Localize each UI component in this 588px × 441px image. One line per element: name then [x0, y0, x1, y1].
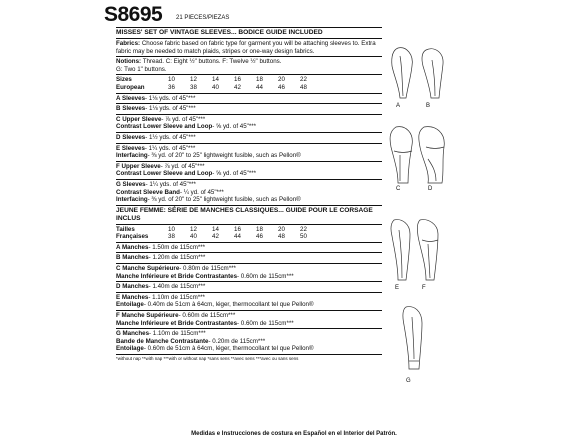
fabrics-label: Fabrics: — [116, 40, 141, 47]
size-cell: 42 — [234, 83, 241, 91]
yardage-value: - 0.60m de 51cm à 64cm, léger, thermocollant tel que Pellon® — [143, 345, 314, 353]
size-cell: 20 — [278, 225, 285, 233]
pattern-number: S8695 — [104, 3, 163, 26]
yardage-label: F Manche Supérieure — [116, 312, 179, 320]
yardage-line — [116, 114, 382, 124]
yardage-value: - 1¼ yds. of 45"*** — [144, 144, 196, 152]
yardage-label: F Upper Sleeve — [116, 162, 161, 170]
nap-notes: *without nap **with nap ***with or without nap *sans sens **avec sens ***avec ou sans sens — [116, 354, 382, 361]
yardage-value: - 0.80m de 115cm*** — [179, 265, 236, 273]
yardage-value: - ⅞ yd. of 45"*** — [160, 162, 205, 170]
yardage-value: - 1.10m de 115cm*** — [149, 330, 206, 338]
yardage-label: Interfacing — [116, 196, 148, 204]
yardage-label: C Manche Supérieure — [116, 265, 180, 273]
yardage-value: - 0.20m de 115cm*** — [208, 337, 266, 345]
yardage-line — [116, 292, 382, 302]
pattern-header — [104, 4, 474, 26]
size-cell: 44 — [256, 83, 263, 91]
size-cell: 42 — [212, 233, 219, 241]
notions-paragraph — [116, 56, 382, 73]
tailles-label: Tailles — [116, 225, 135, 233]
figure-label-c: C — [396, 186, 401, 192]
yardage-value: - 1.20m de 115cm*** — [148, 254, 206, 262]
yardage-line — [116, 189, 382, 197]
footer-note: Medidas e Instrucciones de costura en Español en el Interior del Patrón. — [191, 431, 397, 437]
yardage-label: D Sleeves — [116, 133, 146, 141]
size-cell: 46 — [278, 83, 285, 91]
yardage-label: C Upper Sleeve — [116, 115, 162, 123]
yardage-value: - 1⅛ yds. of 45"*** — [145, 94, 196, 102]
yardage-line — [116, 161, 382, 171]
yardage-value: - ⅝ yd. of 45"*** — [212, 123, 257, 131]
yardage-label: G Sleeves — [116, 180, 146, 188]
yardage-line — [116, 179, 382, 189]
pieces-count: 21 PIECES/PIEZAS — [176, 15, 230, 21]
yardage-value: - 0.40m de 51cm à 64cm, léger, thermocollant tel que Pellon® — [143, 301, 314, 309]
yardage-value: - ⅜ yd. of 20" to 25" lightweight fusible, such as Pellon® — [147, 196, 301, 204]
yardage-value: - 1.40m de 115cm*** — [148, 283, 206, 291]
size-cell: 36 — [168, 83, 175, 91]
yardage-value: - ⅞ yd. of 45"*** — [161, 115, 206, 123]
yardage-line — [116, 252, 382, 262]
francaises-row — [116, 233, 382, 241]
yardage-value: - ⅜ yd. of 20" to 25" lightweight fusible, such as Pellon® — [147, 152, 301, 160]
yardage-value: - 1¼ yds. of 45"*** — [145, 180, 196, 188]
yardage-value: - 1.10m de 115cm*** — [148, 293, 205, 301]
yardage-label: G Manches — [116, 330, 150, 338]
yardage-line — [116, 152, 382, 160]
figure-label-e: E — [395, 285, 400, 291]
yardage-value: - 0.60m de 115cm*** — [237, 272, 294, 280]
francaises-label: Françaises — [116, 233, 149, 241]
yardage-label: Entoilage — [116, 301, 144, 309]
size-cell: 38 — [190, 83, 197, 91]
figure-label-d: D — [428, 186, 433, 192]
notions-label: Notions: — [116, 58, 142, 66]
yardage-label: A Manches — [116, 243, 149, 251]
french-title: JEUNE FEMME: SÉRIE DE MANCHES CLASSIQUES... GUIDE POUR LE CORSAGE INCLUS — [116, 205, 382, 223]
yardage-line — [116, 95, 382, 103]
size-cell: 16 — [234, 76, 241, 84]
sleeve-e-drawing — [386, 218, 416, 282]
yardage-label: Manche Inférieure et Bride Contrastantes — [116, 319, 238, 327]
figure-label-b: B — [426, 103, 431, 109]
yardage-label: Contrast Sleeve Band — [116, 188, 180, 196]
size-cell: 22 — [300, 225, 307, 233]
yardage-value: - 0.60m de 115cm*** — [237, 319, 294, 327]
sizes-label: Sizes — [116, 76, 132, 84]
yardage-line — [116, 132, 382, 142]
size-cell: 12 — [190, 76, 197, 84]
yardage-label: A Sleeves — [116, 94, 146, 102]
yardage-line — [116, 263, 382, 273]
yardage-value: - 0.60m de 115cm*** — [178, 312, 236, 320]
figure-label-a: A — [396, 103, 401, 109]
yardage-line — [116, 103, 382, 113]
size-cell: 12 — [190, 225, 197, 233]
size-cell: 46 — [256, 233, 263, 241]
notions-line-1: Thread. C: Eight ½" buttons. F: Twelve ½" buttons. — [142, 58, 282, 66]
yardage-line — [116, 338, 382, 346]
yardage-line — [116, 170, 382, 178]
size-cell: 16 — [234, 225, 241, 233]
sleeve-a-drawing — [388, 46, 420, 100]
yardage-value: - ¼ yd. of 45"*** — [179, 188, 224, 196]
sleeve-g-drawing — [398, 305, 428, 375]
english-yardage-list — [116, 93, 382, 204]
size-cell: 18 — [256, 76, 263, 84]
size-cell: 48 — [300, 83, 307, 91]
sleeve-d-drawing — [414, 125, 454, 185]
yardage-value: - 1⅛ yds. of 45"*** — [145, 105, 196, 113]
size-cell: 48 — [278, 233, 285, 241]
yardage-line — [116, 328, 382, 338]
yardage-label: Bande de Manche Contrastante — [116, 337, 209, 345]
size-cell: 10 — [168, 225, 175, 233]
yardage-value: - 1.50m de 115cm*** — [148, 243, 206, 251]
yardage-line — [116, 281, 382, 291]
size-cell: 14 — [212, 76, 219, 84]
yardage-label: B Sleeves — [116, 105, 146, 113]
size-cell: 40 — [190, 233, 197, 241]
size-cell: 22 — [300, 76, 307, 84]
yardage-label: Contrast Lower Sleeve and Loop — [116, 123, 213, 131]
european-row — [116, 84, 382, 92]
yardage-line — [116, 196, 382, 204]
fabrics-paragraph — [116, 38, 382, 55]
european-label: European — [116, 83, 145, 91]
sizes-row — [116, 76, 382, 84]
yardage-line — [116, 123, 382, 131]
sleeve-b-drawing — [418, 46, 450, 100]
yardage-column — [116, 27, 382, 361]
figure-label-f: F — [422, 285, 426, 291]
sizes-table — [116, 76, 382, 91]
yardage-label: E Sleeves — [116, 144, 145, 152]
yardage-value: - ⅝ yd. of 45"*** — [212, 170, 257, 178]
sleeve-f-drawing — [414, 218, 444, 282]
english-title: MISSES' SET OF VINTAGE SLEEVES... BODICE GUIDE INCLUDED — [116, 27, 382, 37]
yardage-value: - 1½ yds. of 45"*** — [145, 133, 196, 141]
figure-label-g: G — [406, 378, 411, 384]
tailles-row — [116, 226, 382, 234]
yardage-label: Interfacing — [116, 152, 148, 160]
yardage-label: Contrast Lower Sleeve and Loop — [116, 170, 213, 178]
yardage-label: D Manches — [116, 283, 149, 291]
yardage-label: E Manches — [116, 293, 149, 301]
size-cell: 14 — [212, 225, 219, 233]
yardage-line — [116, 143, 382, 153]
yardage-line — [116, 301, 382, 309]
yardage-label: B Manches — [116, 254, 149, 262]
size-cell: 44 — [234, 233, 241, 241]
yardage-label: Manche Inférieure et Bride Contrastantes — [116, 272, 238, 280]
size-cell: 38 — [168, 233, 175, 241]
fabrics-text: Choose fabric based on fabric type for garment you will be attaching sleeves to. Extra fabric may be needed to match plaids, stripes or one-way design fabrics. — [116, 40, 376, 55]
size-cell: 10 — [168, 76, 175, 84]
yardage-line — [116, 244, 382, 252]
size-cell: 18 — [256, 225, 263, 233]
size-cell: 50 — [300, 233, 307, 241]
notions-line-2: G: Two 1" buttons. — [116, 65, 167, 73]
size-cell: 20 — [278, 76, 285, 84]
size-cell: 40 — [212, 83, 219, 91]
yardage-label: Entoilage — [116, 345, 144, 353]
yardage-line — [116, 310, 382, 320]
yardage-line — [116, 273, 382, 281]
tailles-table — [116, 226, 382, 241]
french-yardage-list — [116, 242, 382, 353]
yardage-line — [116, 345, 382, 353]
yardage-line — [116, 320, 382, 328]
